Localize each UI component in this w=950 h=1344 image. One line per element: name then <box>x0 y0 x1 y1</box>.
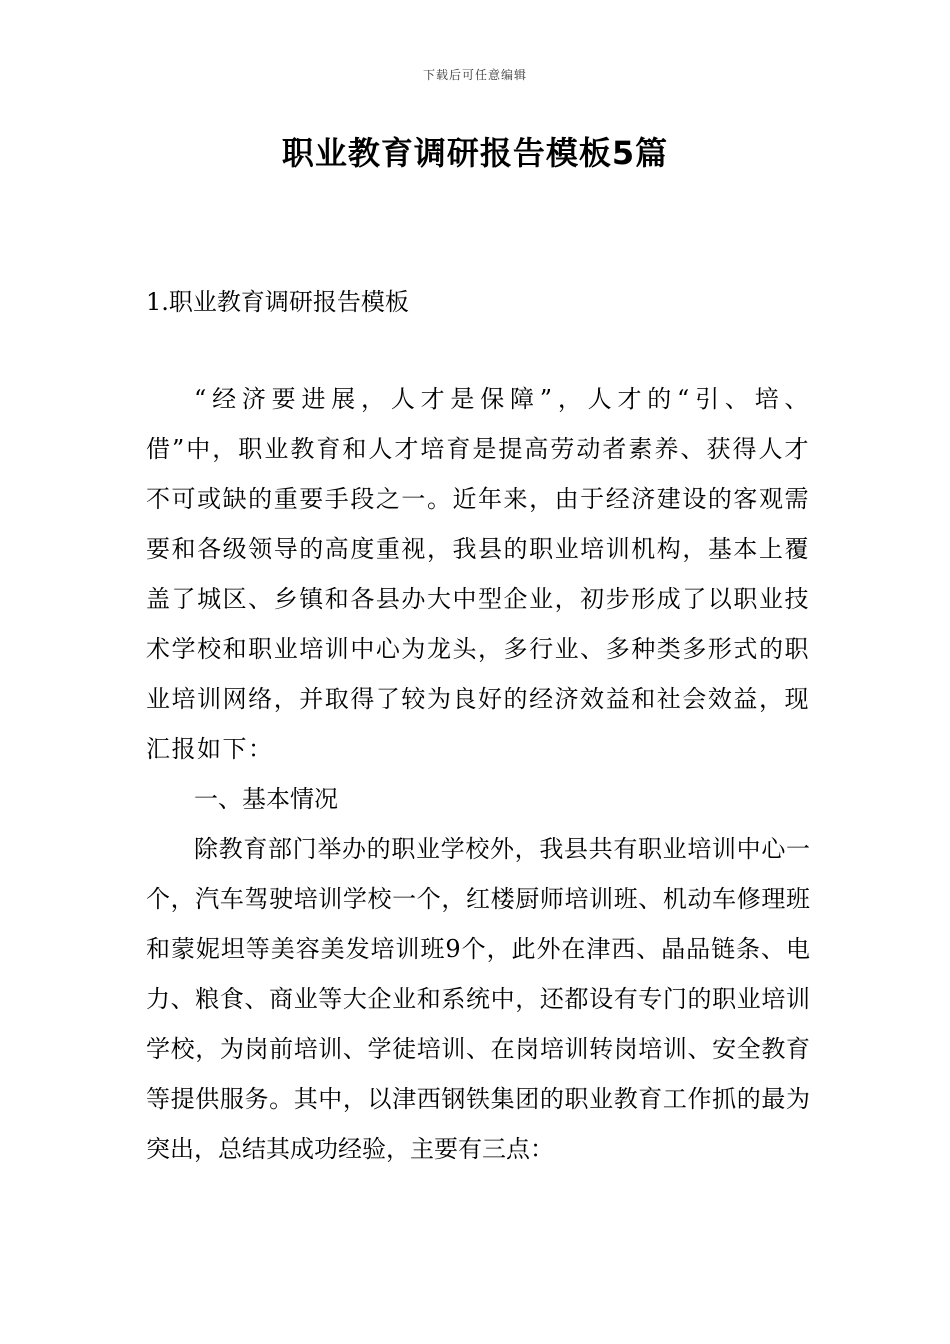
document-title: 职业教育调研报告模板5篇 <box>281 134 669 172</box>
document-body <box>146 374 810 1174</box>
page-header-note: 下载后可任意编辑 <box>422 68 527 82</box>
paragraph-basic-situation: 除教育部门举办的职业学校外，我县共有职业培训中心一个，汽车驾驶培训学校一个，红楼厨师培训班、机动车修理班和蒙妮坦等美容美发培训班9个，此外在津西、晶品链条、电力、粮食、商业等大企业和系统中，还都设有专门的职业培训学校，为岗前培训、学徒培训、在岗培训转岗培训、安全教育等提供服务。其中，以津西钢铁集团的职业教育工作抓的最为突出，总结其成功经验，主要有三点： <box>146 835 810 1163</box>
section-heading: 1.职业教育调研报告模板 <box>146 288 409 316</box>
subheading-basic-situation: 一、基本情况 <box>194 785 338 813</box>
paragraph-intro: “经济要进展，人才是保障”，人才的“引、培、借”中，职业教育和人才培育是提高劳动者素养、获得人才不可或缺的重要手段之一。近年来，由于经济建设的客观需要和各级领导的高度重视，我县的职业培训机构，基本上覆盖了城区、乡镇和各县办大中型企业，初步形成了以职业技术学校和职业培训中心为龙头，多行业、多种类多形式的职业培训网络，并取得了较为良好的经济效益和社会效益，现汇报如下： <box>146 385 810 763</box>
